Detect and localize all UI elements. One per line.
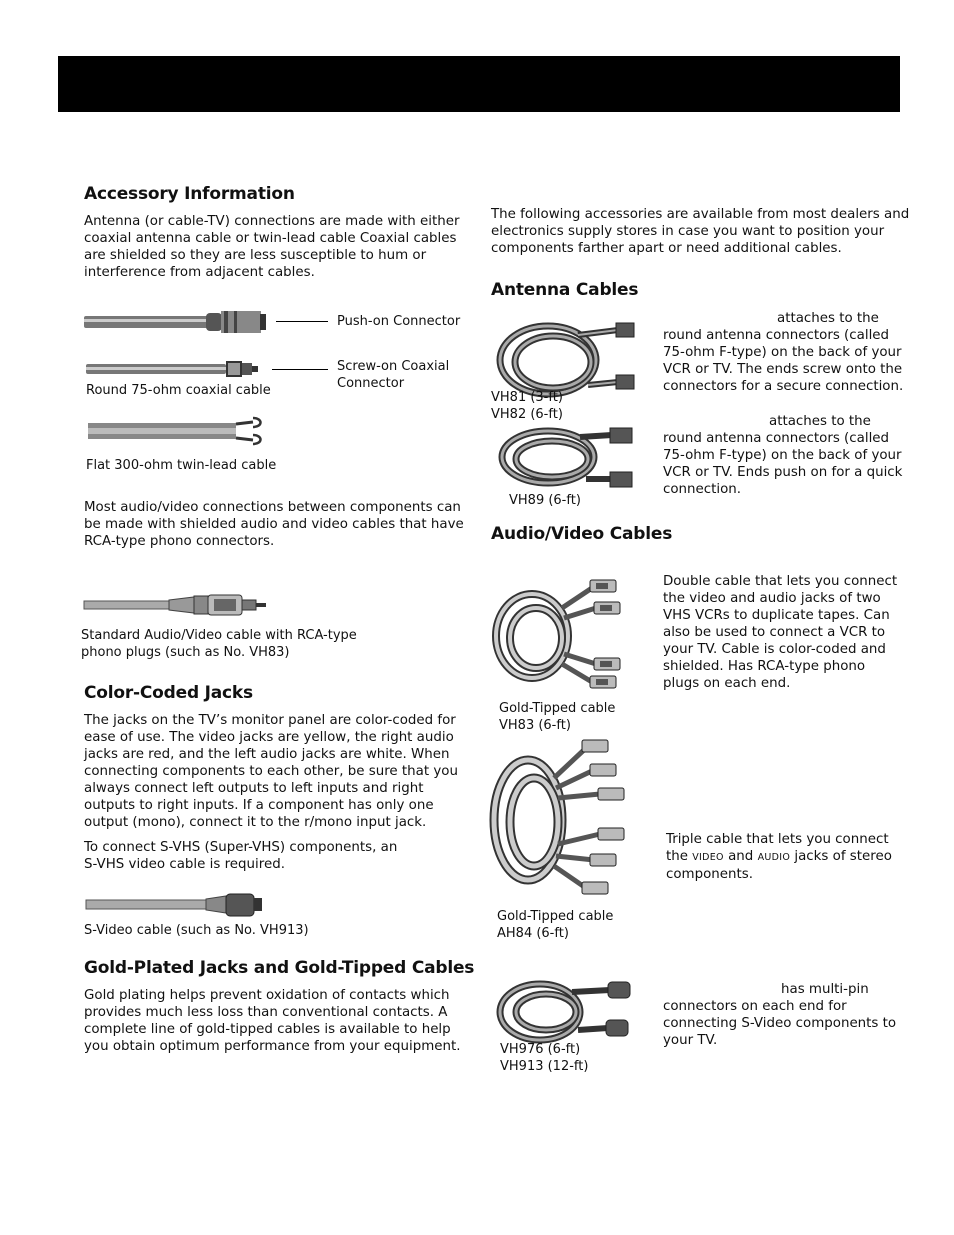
triple-and: and [723,849,758,864]
triple-the: the [666,849,693,864]
gold-heading: Gold-Plated Jacks and Gold-Tipped Cables [84,958,475,978]
push-on-antenna-coil-illustration [500,427,650,489]
av-intro: Most audio/video connections between components can be made with shielded audio and video cables that have RCA-type phono connectors. [84,500,464,549]
triple-description [666,831,906,883]
gold-body: Gold plating helps prevent oxidation of contacts which provides much less loss than conventional contacts. A complete line of gold-tipped cables is available to help you obtain optimum performance from your equipment. [84,988,461,1054]
screw-on-label: Screw-on Coaxial Connector [337,359,450,391]
triple-desc-line2 [666,848,906,866]
screw-on-description: attaches to the round antenna connectors (called 75-ohm F-type) on the back of your VCR or TV. The ends screw onto the connectors for a secure connection. [663,311,904,394]
right-intro: The following accessories are available from most dealers and electronics supply stores in case you want to position your components farther apart or need additional cables. [491,207,910,256]
color-coded-body: The jacks on the TV’s monitor panel are color-coded for ease of use. The video jacks are yellow, the right audio jacks are red, and the left audio jacks are white. When connecting components to each other, be sure that you always connect left outputs to left inputs and right outputs to right inputs. If a component has only one output (mono), connect it to the r/mono input jack. [84,713,458,830]
svideo-coil-illustration [498,980,638,1042]
twin-lead-illustration [88,418,278,448]
twin-lead-caption: Flat 300-ohm twin-lead cable [86,458,277,473]
triple-video-word: VIDEO [692,852,724,863]
triple-desc-line1: Triple cable that lets you connect [666,832,889,847]
push-on-leader-line [276,321,328,322]
av-cables-heading: Audio/Video Cables [491,524,673,544]
screw-on-models: VH81 (3-ft) VH82 (6-ft) [491,390,563,422]
svideo-caption: S-Video cable (such as No. VH913) [84,923,309,938]
svideo-description: has multi-pin connectors on each end for connecting S-Video components to your TV. [663,982,897,1048]
antenna-heading: Antenna Cables [491,280,639,300]
triple-caption: Gold-Tipped cable AH84 (6-ft) [497,909,614,941]
screw-on-antenna-coil-illustration [498,320,648,400]
push-on-model: VH89 (6-ft) [509,493,581,508]
accessory-body: Antenna (or cable-TV) connections are made with either coaxial antenna cable or twin-lead cable Coaxial cables are shielded so they are less susceptible to hum or interference from adjacent cables. [84,214,460,280]
round-coax-caption: Round 75-ohm coaxial cable [86,383,271,398]
push-on-coax-illustration [84,308,274,338]
accessory-heading: Accessory Information [84,184,295,204]
screw-on-coax-illustration [86,360,276,380]
double-rca-cable-illustration [492,578,632,690]
svideo-models: VH976 (6-ft) VH913 (12-ft) [500,1042,589,1074]
triple-desc-line3: components. [666,867,753,882]
screw-on-leader-line [272,369,328,370]
header-bar [58,56,900,112]
triple-audio-word: AUDIO [757,852,791,863]
push-on-label: Push-on Connector [337,314,461,329]
svideo-cable-illustration [86,892,276,918]
triple-rest: jacks of stereo [790,849,892,864]
double-description: Double cable that lets you connect the video and audio jacks of two VHS VCRs to duplicate tapes. Can also be used to connect a VCR to your TV. Cable is color-coded and shielded. Has RCA-type phono plugs on each end. [663,574,898,691]
color-coded-heading: Color-Coded Jacks [84,683,253,703]
push-on-description: attaches to the round antenna connectors (called 75-ohm F-type) on the back of your VCR or TV. Ends push on for a quick connection. [663,414,903,497]
triple-rca-cable-illustration [490,738,635,898]
svhs-note: To connect S-VHS (Super-VHS) components, an S-VHS video cable is required. [84,840,398,872]
rca-caption: Standard Audio/Video cable with RCA-type phono plugs (such as No. VH83) [81,628,357,660]
rca-cable-illustration [84,594,274,616]
double-caption: Gold-Tipped cable VH83 (6-ft) [499,701,616,733]
